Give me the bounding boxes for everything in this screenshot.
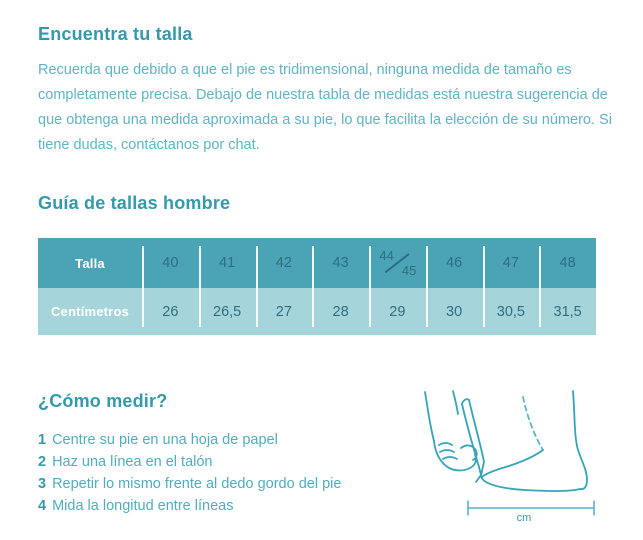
column-divider	[199, 246, 201, 327]
step-text: Mida la longitud entre líneas	[52, 498, 234, 514]
size-cell: 40	[162, 255, 179, 271]
hand-knuckle-line	[439, 443, 452, 445]
column-divider	[142, 246, 144, 327]
cm-cell: 30,5	[496, 303, 525, 320]
size-cell: 41	[219, 255, 236, 271]
foot-heel-outline	[573, 391, 587, 489]
column-divider	[369, 246, 371, 327]
hand-wrist-line	[453, 391, 458, 414]
step-number: 1	[38, 432, 47, 448]
row-label: Centímetros	[50, 304, 130, 319]
hand-wrist-line	[425, 392, 434, 441]
step-number: 2	[38, 454, 47, 470]
size-cell: 43	[332, 255, 349, 271]
size-guide-title: Guía de tallas hombre	[38, 193, 231, 213]
dimension-unit-label: cm	[516, 512, 532, 523]
size-cell: 46	[446, 255, 463, 271]
table-row	[38, 238, 596, 288]
cm-cell: 26	[162, 303, 179, 320]
measure-steps-list	[38, 429, 341, 517]
page-title: Encuentra tu talla	[38, 24, 193, 44]
cm-cell: 31,5	[553, 303, 582, 320]
size-cell	[369, 238, 426, 288]
column-divider	[539, 246, 541, 327]
size-table	[38, 238, 596, 335]
step-text: Repetir lo mismo frente al dedo gordo del pie	[52, 476, 342, 492]
column-divider	[483, 246, 485, 327]
foot-sole-line	[481, 472, 580, 491]
cm-cell: 29	[389, 303, 406, 320]
size-cell: 48	[559, 255, 576, 271]
cm-cell: 26,5	[213, 303, 242, 320]
row-label: Talla	[75, 255, 105, 271]
pencil-body	[462, 404, 479, 467]
step-text: Haz una línea en el talón	[52, 454, 213, 470]
cm-cell: 27	[275, 303, 292, 320]
size-cell: 47	[502, 255, 519, 271]
table-row	[38, 288, 596, 335]
cm-cell: 30	[446, 303, 463, 320]
cm-cell: 28	[332, 303, 349, 320]
step-number: 4	[38, 498, 47, 514]
measure-step	[38, 429, 341, 451]
foot-instep-line	[482, 450, 543, 477]
hand-knuckle-line	[443, 457, 457, 459]
measure-step	[38, 451, 341, 473]
column-divider	[426, 246, 428, 327]
intro-paragraph: Recuerda que debido a que el pie es tridimensional, ninguna medida de tamaño es completamente precisa. Debajo de nuestra tabla de medidas está nuestra sugerencia de que obtenga una medida aproximada a su pie, lo que facilita la elección de su número. Si tiene dudas, contáctanos por chat.	[38, 62, 612, 153]
hand-knuckle-line	[440, 450, 454, 452]
column-divider	[256, 246, 258, 327]
column-divider	[312, 246, 314, 327]
measure-step	[38, 473, 341, 495]
split-size-cell: 44 45	[379, 248, 417, 278]
step-number: 3	[38, 476, 47, 492]
foot-measure-illustration	[413, 388, 608, 523]
how-to-measure-title: ¿Cómo medir?	[38, 391, 168, 411]
foot-shin-line	[523, 397, 543, 450]
pencil-top	[462, 399, 469, 404]
step-text: Centre su pie en una hoja de papel	[52, 432, 278, 448]
size-cell: 42	[275, 255, 292, 271]
measure-step	[38, 495, 341, 517]
